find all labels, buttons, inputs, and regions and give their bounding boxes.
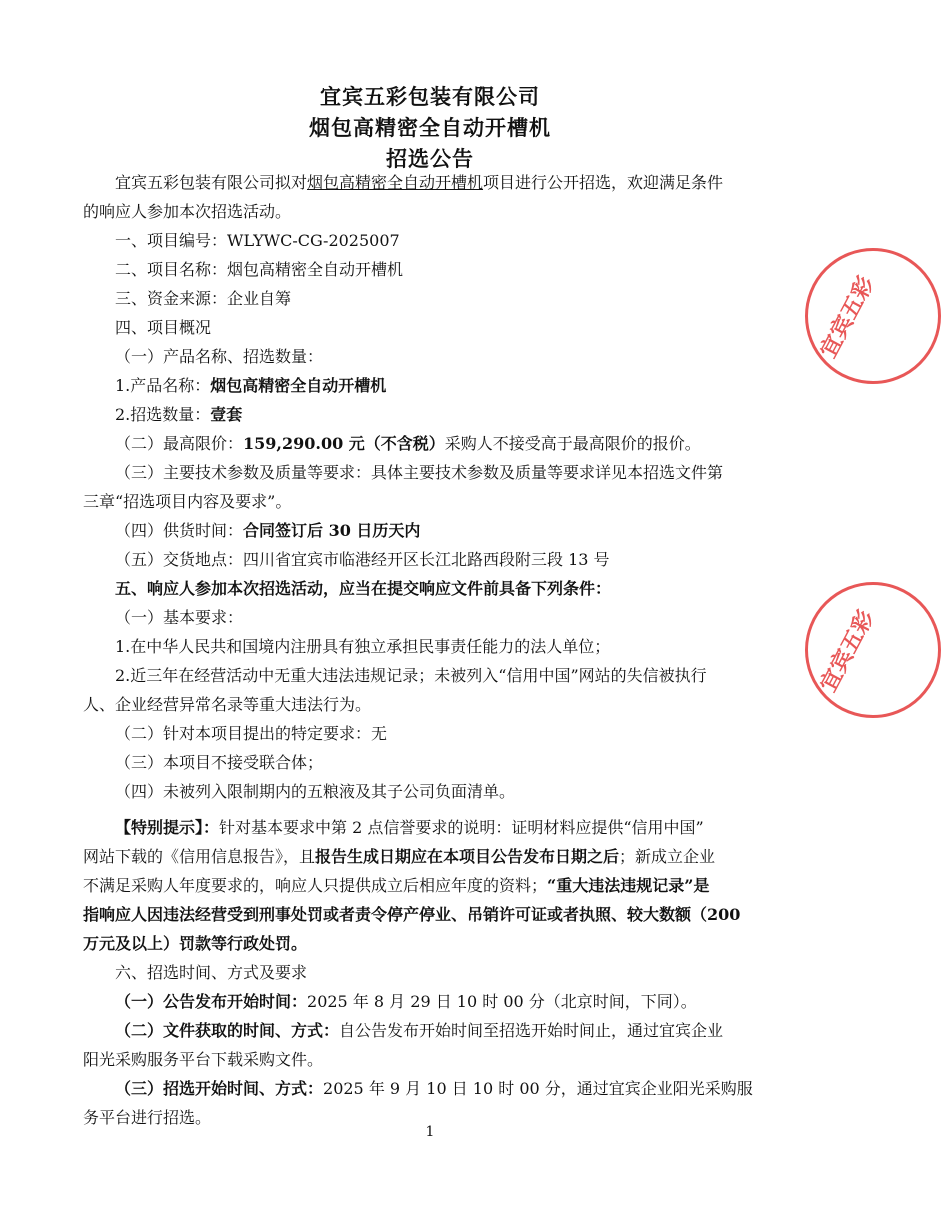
s4-tech-params: （三）主要技术参数及质量等要求：具体主要技术参数及质量等要求详见本招选文件第 xyxy=(115,463,724,482)
fund-source: 三、资金来源：企业自筹 xyxy=(115,289,292,308)
s5-special: （二）针对本项目提出的特定要求：无 xyxy=(115,724,388,743)
s5-req-2-cont: 人、企业经营异常名录等重大违法行为。 xyxy=(83,695,372,714)
s6-start-time: （三）招选开始时间、方式：2025 年 9 月 10 日 10 时 00 分，通过宜宾企业阳光采购服 xyxy=(115,1079,753,1098)
section-4-heading: 四、项目概况 xyxy=(115,318,212,337)
notice-title: 招选公告 xyxy=(386,147,474,171)
s5-req-2: 2.近三年在经营活动中无重大违法违规记录；未被列入“信用中国”网站的失信被执行 xyxy=(115,666,707,685)
s4-delivery-time: （四）供货时间：合同签订后 30 日历天内 xyxy=(115,521,421,540)
intro-line-2: 的响应人参加本次招选活动。 xyxy=(83,202,292,221)
s4-tech-params-cont: 三章“招选项目内容及要求”。 xyxy=(83,492,292,511)
company-seal-2: 宜宾五彩 xyxy=(805,582,941,718)
s6-start-time-cont: 务平台进行招选。 xyxy=(83,1108,212,1127)
s4-product-name: 1.产品名称：烟包高精密全自动开槽机 xyxy=(115,376,387,395)
section-6-heading: 六、招选时间、方式及要求 xyxy=(115,963,308,982)
project-name: 二、项目名称：烟包高精密全自动开槽机 xyxy=(115,260,404,279)
s4-quantity: 2.招选数量：壹套 xyxy=(115,405,243,424)
section-5-heading: 五、响应人参加本次招选活动，应当在提交响应文件前具备下列条件： xyxy=(115,579,612,598)
s4-delivery-place: （五）交货地点：四川省宜宾市临港经开区长江北路西段附三段 13 号 xyxy=(115,550,610,569)
tip-line-4: 指响应人因违法经营受到刑事处罚或者责令停产停业、吊销许可证或者执照、较大数额（200 xyxy=(83,905,741,924)
tip-line-5: 万元及以上）罚款等行政处罚。 xyxy=(83,934,308,953)
s4-max-price: （二）最高限价：159,290.00 元（不含税）采购人不接受高于最高限价的报价。 xyxy=(115,434,701,453)
s6-file-access: （二）文件获取的时间、方式：自公告发布开始时间至招选开始时间止，通过宜宾企业 xyxy=(115,1021,724,1040)
project-title: 烟包高精密全自动开槽机 xyxy=(309,116,551,140)
tip-line-3: 不满足采购人年度要求的，响应人只提供成立后相应年度的资料；“重大违法违规记录”是 xyxy=(83,876,710,895)
company-seal: 宜宾五彩 xyxy=(805,248,941,384)
project-number: 一、项目编号：WLYWC-CG-2025007 xyxy=(115,231,400,250)
s5-consortium: （三）本项目不接受联合体； xyxy=(115,753,324,772)
s6-publish-time: （一）公告发布开始时间：2025 年 8 月 29 日 10 时 00 分（北京时间，下同）。 xyxy=(115,992,697,1011)
s5-negative-list: （四）未被列入限制期内的五粮液及其子公司负面清单。 xyxy=(115,782,516,801)
intro-line-1: 宜宾五彩包装有限公司拟对烟包高精密全自动开槽机项目进行公开招选，欢迎满足条件 xyxy=(115,173,724,192)
s5-basic: （一）基本要求： xyxy=(115,608,244,627)
company-title: 宜宾五彩包装有限公司 xyxy=(320,85,540,109)
page-number: 1 xyxy=(425,1124,435,1140)
tip-line-2: 网站下载的《信用信息报告》，且报告生成日期应在本项目公告发布日期之后；新成立企业 xyxy=(83,847,716,866)
s5-req-1: 1.在中华人民共和国境内注册具有独立承担民事责任能力的法人单位； xyxy=(115,637,611,656)
s6-file-access-cont: 阳光采购服务平台下载采购文件。 xyxy=(83,1050,324,1069)
tip-line-1: 【特别提示】：针对基本要求中第 2 点信誉要求的说明：证明材料应提供“信用中国” xyxy=(115,818,704,837)
s4-product-quantity: （一）产品名称、招选数量： xyxy=(115,347,324,366)
